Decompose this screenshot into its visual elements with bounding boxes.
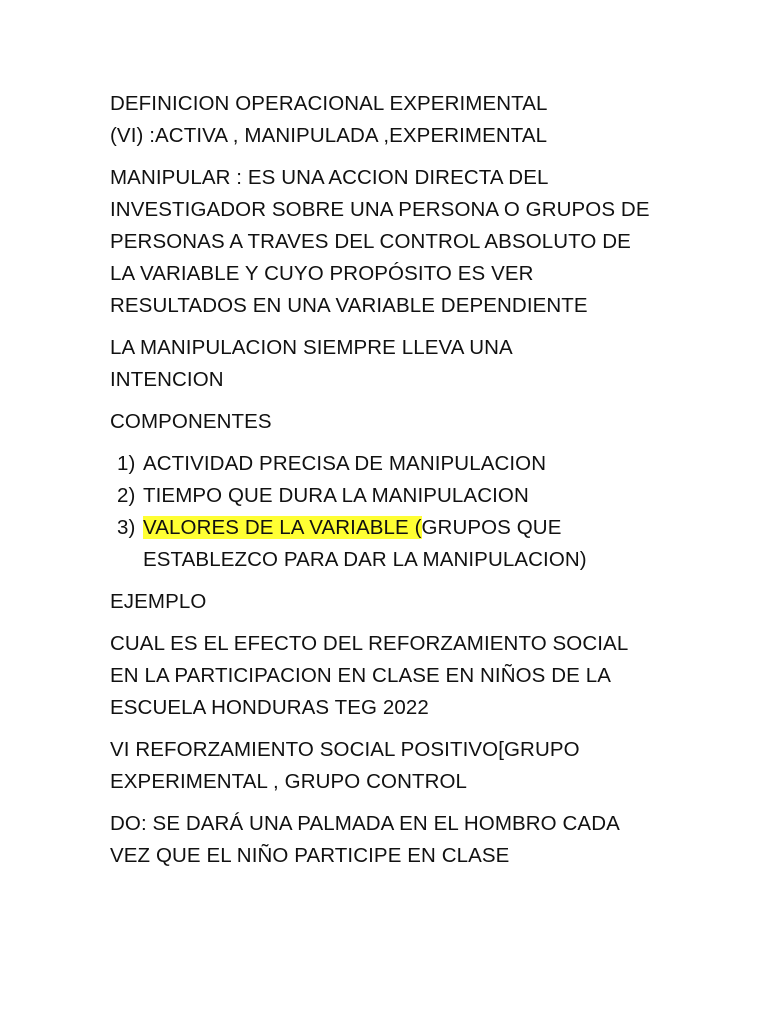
- componentes-heading: [110, 406, 730, 438]
- manipular-paragraph: [110, 162, 730, 322]
- text-line: MANIPULAR : ES UNA ACCION DIRECTA DEL: [110, 166, 549, 189]
- text-line: VI REFORZAMIENTO SOCIAL POSITIVO[GRUPO: [110, 738, 580, 761]
- text-line: EXPERIMENTAL , GRUPO CONTROL: [110, 770, 468, 793]
- title-block: [110, 88, 730, 152]
- do-paragraph: [110, 808, 730, 872]
- list-item-text-rest: GRUPOS QUE: [421, 516, 562, 539]
- text-line: INTENCION: [110, 368, 224, 391]
- text-line: DO: SE DARÁ UNA PALMADA EN EL HOMBRO CADA: [110, 812, 620, 835]
- list-marker: 1): [117, 452, 136, 475]
- section-heading: COMPONENTES: [110, 410, 272, 433]
- list-marker: 3): [117, 516, 136, 539]
- text-line: VEZ QUE EL NIÑO PARTICIPE EN CLASE: [110, 844, 510, 867]
- list-item-text: TIEMPO QUE DURA LA MANIPULACION: [143, 484, 529, 507]
- list-marker: 2): [117, 484, 136, 507]
- text-line: EN LA PARTICIPACION EN CLASE EN NIÑOS DE LA: [110, 664, 611, 687]
- text-line: RESULTADOS EN UNA VARIABLE DEPENDIENTE: [110, 294, 588, 317]
- list-item-text-continuation: ESTABLEZCO PARA DAR LA MANIPULACION): [143, 548, 587, 571]
- subtitle-line: (VI) :ACTIVA , MANIPULADA ,EXPERIMENTAL: [110, 124, 548, 147]
- document-content: [110, 88, 730, 882]
- text-line: LA VARIABLE Y CUYO PROPÓSITO ES VER: [110, 262, 534, 285]
- ejemplo-heading: [110, 586, 730, 618]
- text-line: PERSONAS A TRAVES DEL CONTROL ABSOLUTO DE: [110, 230, 631, 253]
- intencion-paragraph: [110, 332, 730, 396]
- componentes-list: [110, 448, 730, 576]
- text-line: LA MANIPULACION SIEMPRE LLEVA UNA: [110, 336, 513, 359]
- list-item-text: ACTIVIDAD PRECISA DE MANIPULACION: [143, 452, 547, 475]
- highlighted-text: VALORES DE LA VARIABLE (: [143, 516, 422, 539]
- text-line: INVESTIGADOR SOBRE UNA PERSONA O GRUPOS DE: [110, 198, 650, 221]
- section-heading: EJEMPLO: [110, 590, 207, 613]
- ejemplo-paragraph: [110, 628, 730, 724]
- list-item: [110, 448, 730, 480]
- list-item: [110, 512, 730, 576]
- list-item: [110, 480, 730, 512]
- text-line: CUAL ES EL EFECTO DEL REFORZAMIENTO SOCIAL: [110, 632, 629, 655]
- text-line: ESCUELA HONDURAS TEG 2022: [110, 696, 429, 719]
- list-item-text: [143, 512, 730, 544]
- title-line: DEFINICION OPERACIONAL EXPERIMENTAL: [110, 92, 548, 115]
- vi-paragraph: [110, 734, 730, 798]
